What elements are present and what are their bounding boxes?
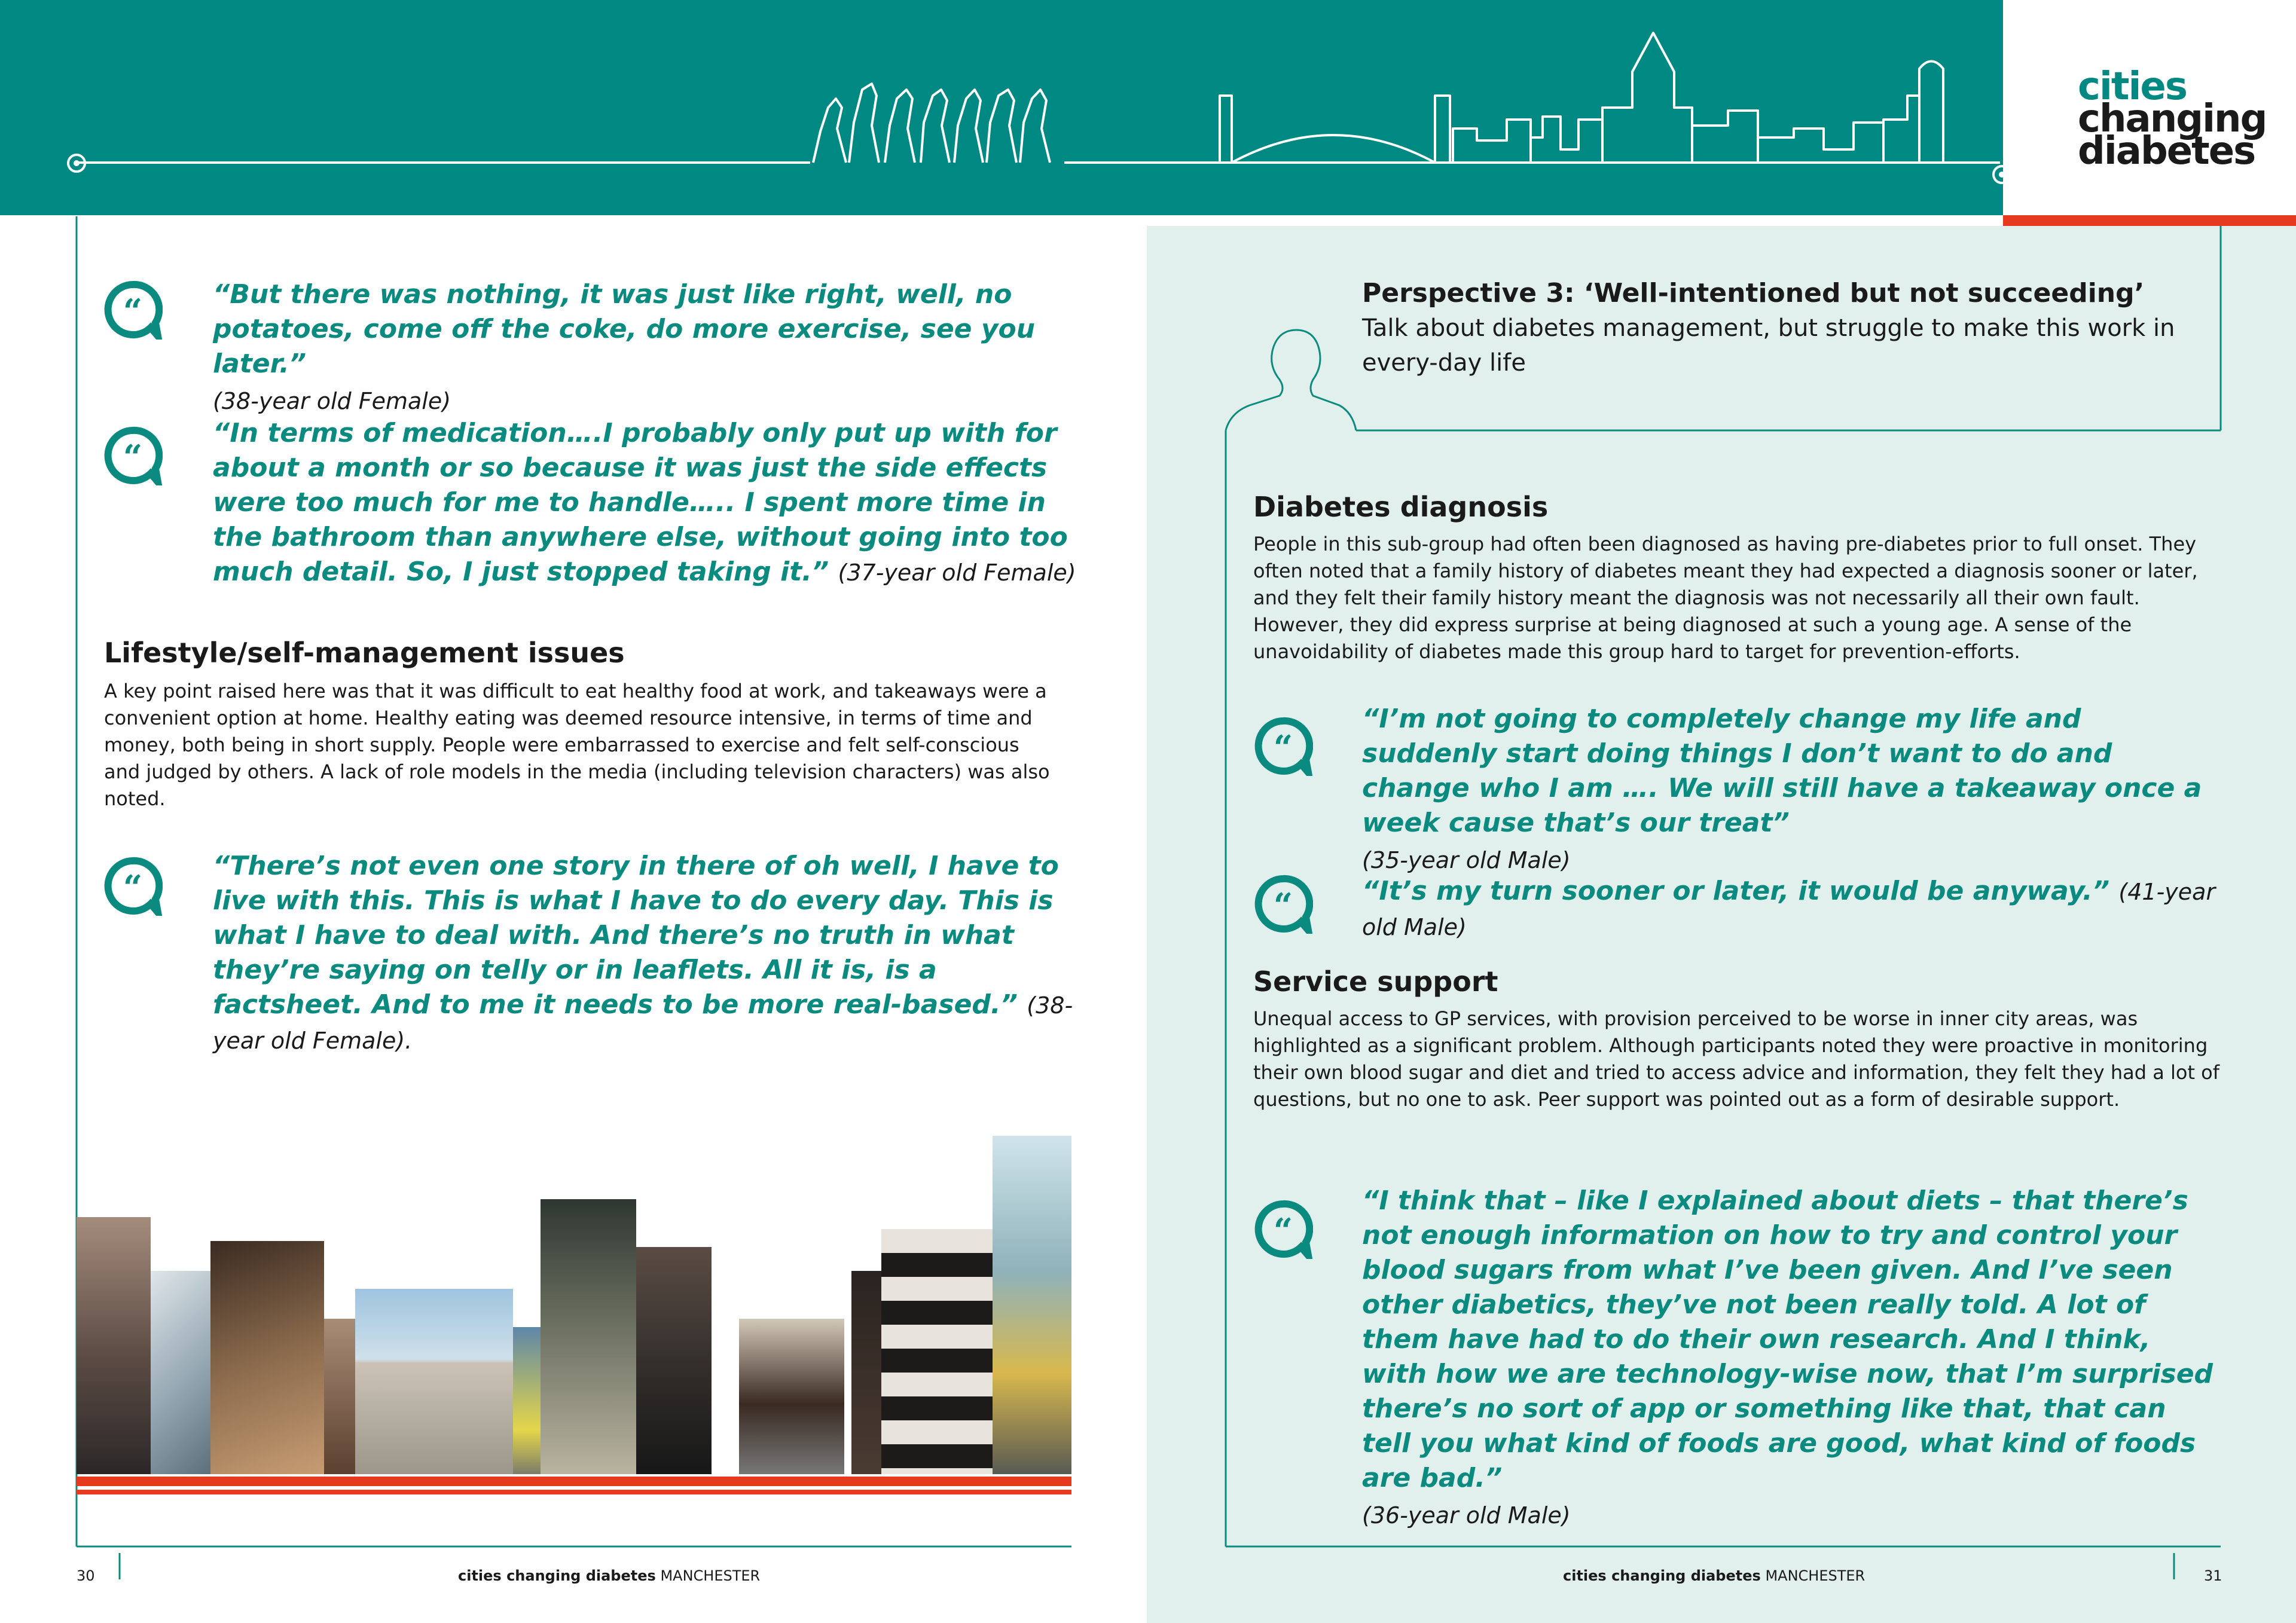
photo-stairs-man: [881, 1229, 993, 1474]
right-footer-brand-name: cities changing diabetes: [1563, 1567, 1761, 1584]
service-body: Unequal access to GP services, with provision perceived to be worse in inner city areas, was highlighted as a significant problem. Although participants noted they were proactive in monitoring their own blood sugar and diet and tried to access advice and information, they felt they had a lot of questions, but no one to ask. Peer support was pointed out as a form of desirable support.: [1253, 1007, 2220, 1111]
photo-reading-woman: [77, 1217, 151, 1474]
quote-3-text: “There’s not even one story in there of oh well, I have to live with this. This is what I have to do every day. This is what I have to deal with. And there’s no truth in what they’re saying on telly or in leaflets. All it is, is a factsheet. And to me it needs to be more real-based.”: [213, 851, 1059, 1020]
quote-bubble-icon: [1253, 716, 1313, 776]
right-page-number: 31: [2204, 1567, 2222, 1584]
lifestyle-body: A key point raised here was that it was difficult to eat healthy food at work, and takeaways were a convenient option at home. Healthy eating was deemed resource intensive, in terms of time and money, both being in short supply. People were embarrassed to exercise and felt self-conscious and judged by others. A lack of role models in the media (including television characters) was also noted.: [104, 680, 1050, 810]
diagnosis-heading: Diabetes diagnosis: [1253, 491, 1549, 523]
quote-3: [213, 849, 1080, 1058]
svg-text:“: “: [123, 868, 143, 907]
perspective-subtitle: Talk about diabetes management, but struggle to make this work in every-day life: [1362, 314, 2175, 377]
lifestyle-heading: Lifestyle/self-management issues: [104, 637, 625, 669]
svg-text:“: “: [123, 438, 143, 477]
left-footer-city: MANCHESTER: [660, 1567, 761, 1584]
quote-1-attribution: (38-year old Female): [213, 388, 451, 414]
svg-text:“: “: [1273, 728, 1293, 768]
quote-2-text: “In terms of medication….I probably only put up with for about a month or so because it was just the side effects were too much for me to handle….. I spent more time in the bathroom than anywhere else, without going into too much detail. So, I just stopped taking it.”: [213, 418, 1068, 587]
photo-collage: [77, 1136, 1071, 1477]
quote-1-text: “But there was nothing, it was just like right, well, no potatoes, come off the coke, do more exercise, see you later.”: [213, 279, 1036, 379]
photo-smiling-woman: [324, 1319, 355, 1474]
photo-tram-station: [993, 1136, 1071, 1474]
quote-bubble-icon: [1253, 874, 1313, 934]
service-heading: Service support: [1253, 965, 1498, 998]
collage-red-thin-bar: [77, 1490, 1071, 1494]
quote-5-attribution: (41-year old Male): [1362, 879, 2216, 940]
quote-5: [1362, 874, 2223, 945]
quote-4-attribution: (35-year old Male): [1362, 847, 1571, 873]
quote-2-attribution: (37-year old Female): [838, 560, 1076, 586]
quote-2: [213, 416, 1080, 590]
quote-6-attribution: (36-year old Male): [1362, 1502, 1571, 1529]
photo-street-market: [541, 1199, 636, 1474]
collage-red-bar: [77, 1477, 1071, 1486]
svg-text:“: “: [123, 292, 143, 331]
quote-bubble-icon: [103, 856, 163, 916]
photo-skyscraper: [151, 1271, 210, 1474]
photo-cafe-group: [210, 1241, 324, 1474]
quote-6-text: “I think that – like I explained about diets – that there’s not enough information on how to try and control your blood sugars from what I’ve been given. And I’ve seen other diabetics, they’ve not been really told. A lot of them have had to do their own research. And I think, with how we are technology-wise now, that I’m surprised there’s no sort of app or something like that, that can tell you what kind of foods are good, what kind of foods are bad.”: [1362, 1185, 2213, 1493]
quote-1: [213, 277, 1080, 418]
right-footer-brand: [1563, 1567, 1865, 1584]
quote-4: [1362, 702, 2223, 878]
photo-man-glasses: [636, 1247, 712, 1474]
photo-woman-braids: [739, 1319, 844, 1474]
perspective-title: Perspective 3: ‘Well-intentioned but not succeeding’: [1362, 278, 2145, 308]
left-footer-brand-name: cities changing diabetes: [458, 1567, 656, 1584]
svg-text:“: “: [1273, 1211, 1293, 1251]
logo-line-2: changing: [2078, 97, 2267, 141]
left-footer-brand: [458, 1567, 760, 1584]
quote-4-text: “I’m not going to completely change my life and suddenly start doing things I don’t want to do and change who I am …. We will still have a takeaway once a week cause that’s our treat”: [1362, 704, 2202, 838]
left-page-number: 30: [77, 1567, 95, 1584]
photo-dark-strip: [851, 1271, 881, 1474]
person-silhouette-icon: [1226, 330, 1356, 430]
right-footer-city: MANCHESTER: [1765, 1567, 1866, 1584]
svg-text:“: “: [1273, 886, 1293, 925]
quote-5-text: “It’s my turn sooner or later, it would be anyway.”: [1362, 876, 2110, 906]
quote-6: [1362, 1184, 2223, 1533]
photo-tram-yellow: [513, 1327, 541, 1474]
quote-bubble-icon: [103, 280, 163, 340]
quote-3-attribution: (38-year old Female).: [213, 992, 1073, 1054]
diagnosis-body: People in this sub-group had often been diagnosed as having pre-diabetes prior to full onset. They often noted that a family history of diabetes meant they had expected a diagnosis sooner or later, and they felt their family history meant the diagnosis was not necessarily all their own fault. However, they did express surprise at being diagnosed at such a young age. A sense of the unavoidability of diabetes made this group hard to target for prevention-efforts.: [1253, 533, 2198, 663]
quote-bubble-icon: [103, 426, 163, 485]
quote-bubble-icon: [1253, 1199, 1313, 1259]
photo-central-library: [355, 1289, 513, 1474]
perspective-block: [1362, 276, 2211, 380]
logo-line-3: diabetes: [2078, 129, 2255, 173]
logo-line-1: cities: [2078, 65, 2187, 109]
